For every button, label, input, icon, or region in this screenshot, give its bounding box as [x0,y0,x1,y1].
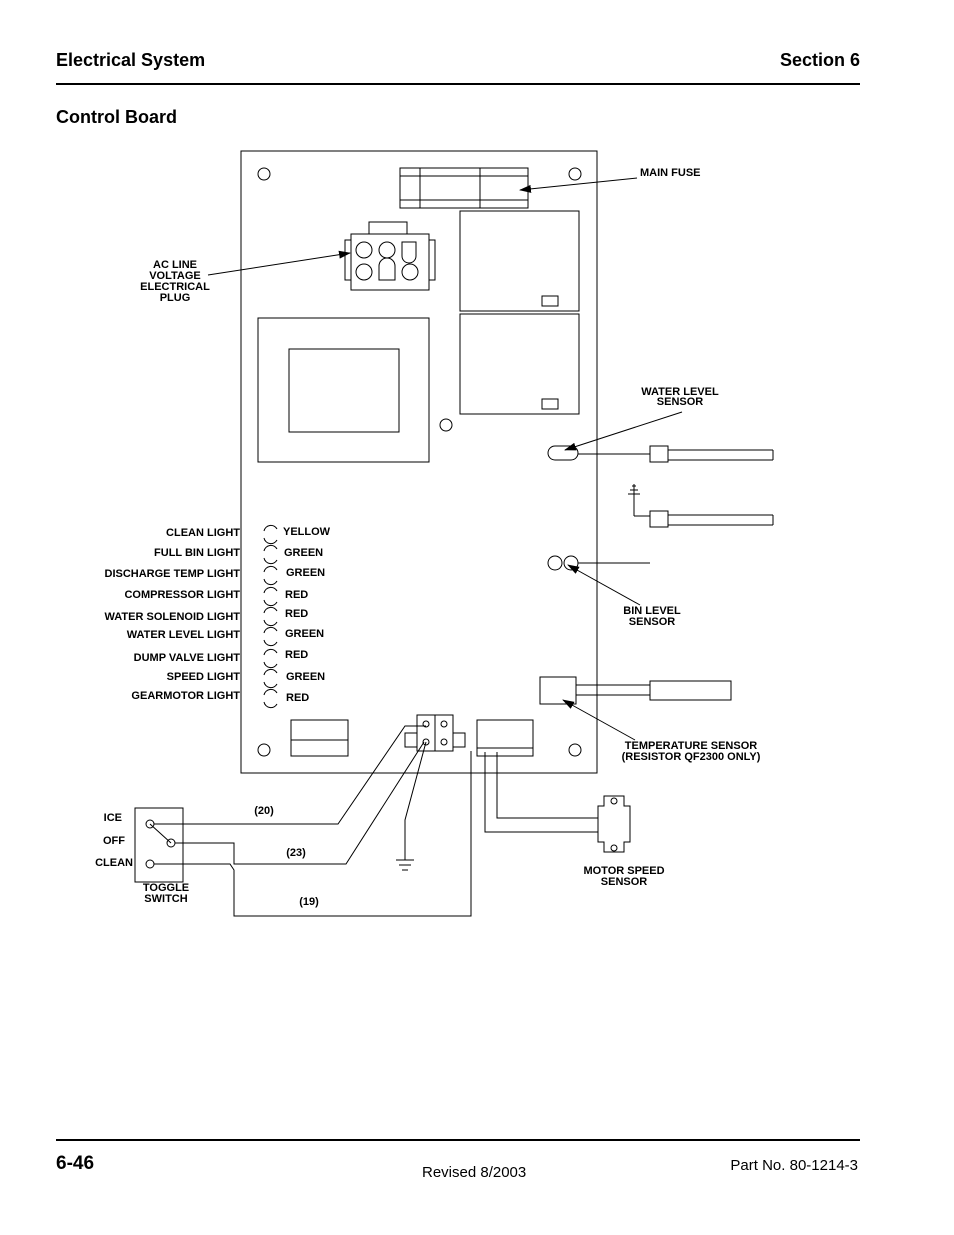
temperature-sensor-element [540,677,731,704]
main-fuse [400,168,528,208]
switch-position-off: OFF [103,835,125,847]
page-title: Control Board [56,107,177,127]
ac-plug-connector [345,222,435,290]
mounting-hole [440,419,452,431]
light-name: GEARMOTOR LIGHT [131,690,240,702]
page-number: 6-46 [56,1153,95,1174]
light-color: RED [285,649,309,661]
ac-plug-label: ELECTRICAL [140,281,210,293]
bin-level-sensor-label: SENSOR [628,616,676,628]
switch-position-ice: ICE [103,812,122,824]
switch-connector [405,715,465,751]
light-color: GREEN [286,567,326,579]
light-color: GREEN [284,547,324,559]
water-level-sensor-label: WATER LEVEL [641,386,719,398]
water-level-probe [548,446,773,462]
toggle-switch-element [135,808,183,882]
ground-probe [628,484,773,527]
indicator-led [264,607,277,625]
light-color: RED [286,692,310,704]
indicator-led [264,587,277,605]
indicator-led [264,627,277,645]
header-section-number: Section 6 [779,50,860,70]
water-level-sensor-label: SENSOR [656,396,704,408]
relay-lower [460,314,579,414]
light-name: SPEED LIGHT [166,671,240,683]
indicator-led [264,649,277,667]
wire-label: (23) [286,847,306,859]
indicator-led [264,545,277,563]
light-name: COMPRESSOR LIGHT [124,589,240,601]
toggle-switch-label: TOGGLE [142,882,190,894]
indicator-led [264,566,277,584]
light-color: RED [285,608,309,620]
board-component [291,720,348,756]
motor-speed-sensor-element [485,752,630,852]
light-name: WATER LEVEL LIGHT [126,629,240,641]
relay-upper [460,211,579,311]
mounting-hole [258,744,270,756]
temperature-sensor-label: TEMPERATURE SENSOR [624,740,758,752]
light-name: CLEAN LIGHT [166,527,240,539]
light-name: DISCHARGE TEMP LIGHT [104,568,240,580]
motor-speed-sensor-label: SENSOR [600,876,648,888]
light-color: RED [285,589,309,601]
wire-19 [154,751,471,916]
footer-rule [56,1139,860,1141]
wire-label: (20) [254,805,274,817]
light-name: DUMP VALVE LIGHT [133,652,240,664]
light-color: YELLOW [283,526,331,538]
temperature-sensor-label: (RESISTOR QF2300 ONLY) [621,751,761,763]
ac-plug-label: PLUG [159,292,191,304]
mounting-hole [258,168,270,180]
revision-date: Revised 8/2003 [422,1164,527,1181]
indicator-led [264,669,277,687]
main-fuse-label: MAIN FUSE [640,167,701,179]
wire-20 [154,726,426,824]
motor-speed-sensor-label: MOTOR SPEED [583,865,665,877]
indicator-led [264,525,277,543]
ac-plug-label: AC LINE [153,259,197,271]
part-number: Part No. 80-1214-3 [730,1157,858,1174]
light-color: GREEN [285,628,325,640]
light-color: GREEN [286,671,326,683]
transformer [258,318,429,462]
mounting-hole [569,744,581,756]
wire-ground [405,742,426,860]
mounting-hole [569,168,581,180]
toggle-switch-label: SWITCH [144,893,188,905]
switch-position-clean: CLEAN [95,857,133,869]
bin-level-sensor-element [548,556,650,570]
indicator-led [264,689,277,707]
wire-label: (19) [299,896,319,908]
header-section-name: Electrical System [56,50,206,70]
light-name: WATER SOLENOID LIGHT [104,611,240,623]
motor-speed-connector [477,720,533,756]
bin-level-sensor-label: BIN LEVEL [623,605,681,617]
light-name: FULL BIN LIGHT [154,547,240,559]
ac-plug-label: VOLTAGE [149,270,201,282]
wire-23 [175,742,424,864]
